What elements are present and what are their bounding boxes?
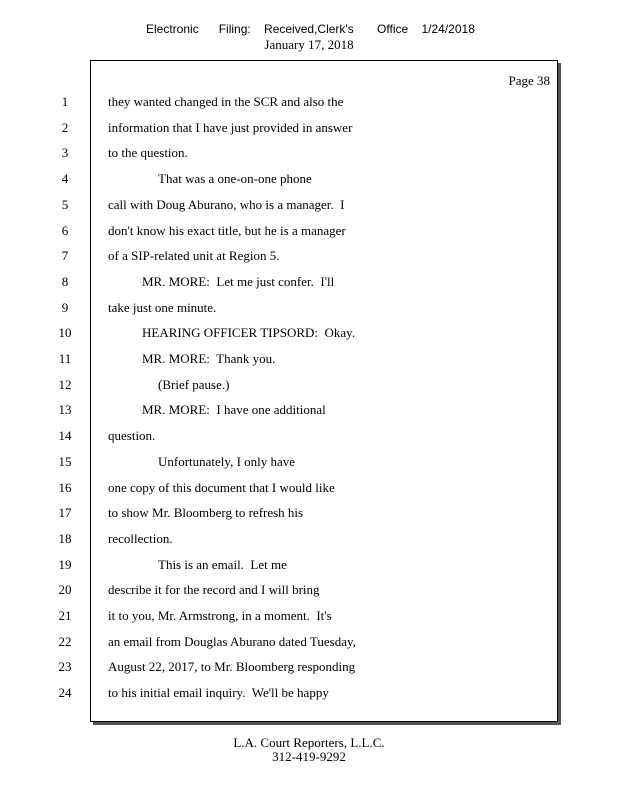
line-number: 16: [58, 479, 72, 495]
line-text: of a SIP-related unit at Region 5.: [108, 248, 280, 264]
transcript-line: [0, 582, 560, 602]
line-text: August 22, 2017, to Mr. Bloomberg responding: [108, 659, 356, 675]
reporter-phone: 312-419-9292: [272, 749, 346, 764]
line-number: 21: [58, 608, 72, 623]
line-text: call with Doug Aburano, who is a manager. I: [108, 196, 345, 212]
transcript-line: [0, 480, 560, 500]
line-text: MR. MORE: I have one additional: [142, 402, 326, 418]
line-text: question.: [108, 428, 156, 444]
transcript-line: [0, 402, 560, 422]
line-number: 10: [58, 325, 72, 341]
line-text: to the question.: [108, 145, 188, 161]
line-text: to show Mr. Bloomberg to refresh his: [108, 505, 304, 521]
line-number: 22: [58, 633, 72, 649]
transcript-line: [0, 300, 560, 320]
line-text: Unfortunately, I only have: [158, 453, 296, 469]
transcript-line: [0, 325, 560, 345]
transcript-line: [0, 223, 560, 243]
transcript-line: [0, 171, 560, 191]
transcript-line: [0, 145, 560, 165]
line-number: 12: [58, 376, 72, 392]
line-text: an email from Douglas Aburano dated Tuesday,: [108, 633, 356, 649]
transcript-line: [0, 377, 560, 397]
transcript-line: [0, 608, 560, 628]
line-number: 5: [61, 196, 69, 212]
line-number: 1: [61, 94, 69, 109]
transcript-line: [0, 685, 560, 705]
line-text: MR. MORE: Let me just confer. I'll: [142, 273, 335, 289]
transcript-line: [0, 505, 560, 525]
line-text: MR. MORE: Thank you.: [142, 351, 276, 366]
line-number: 11: [58, 351, 72, 366]
line-number: 14: [58, 428, 72, 444]
line-number: 17: [58, 505, 72, 521]
reporter-company: L.A. Court Reporters, L.L.C.: [233, 735, 385, 750]
line-number: 24: [58, 685, 72, 701]
line-number: 9: [61, 299, 69, 315]
line-text: describe it for the record and I will bring: [108, 582, 320, 598]
line-text: take just one minute.: [108, 299, 217, 315]
transcript-line: [0, 197, 560, 217]
line-number: 13: [58, 402, 72, 418]
line-text: recollection.: [108, 530, 173, 546]
line-text: information that I have just provided in answer: [108, 119, 353, 135]
transcript-line: [0, 351, 560, 371]
line-number: 4: [61, 171, 69, 187]
line-number: 19: [58, 556, 72, 572]
line-text: to his initial email inquiry. We'll be happy: [108, 685, 329, 701]
line-text: (Brief pause.): [158, 376, 230, 392]
line-text: one copy of this document that I would like: [108, 479, 335, 495]
transcript-line: [0, 659, 560, 679]
transcript-line: [0, 248, 560, 268]
line-text: they wanted changed in the SCR and also the: [108, 94, 344, 109]
line-number: 18: [58, 530, 72, 546]
filing-stamp: Electronic Filing: Received,Clerk's Office 1/24/2018: [146, 22, 475, 36]
transcript-line: [0, 274, 560, 294]
line-text: it to you, Mr. Armstrong, in a moment. It's: [108, 608, 332, 623]
line-text: HEARING OFFICER TIPSORD: Okay.: [142, 325, 356, 341]
line-number: 2: [61, 119, 69, 135]
line-number: 3: [61, 145, 69, 161]
line-number: 7: [61, 248, 69, 264]
transcript-line: [0, 428, 560, 448]
line-number: 8: [61, 273, 69, 289]
transcript-line: [0, 634, 560, 654]
line-number: 20: [58, 582, 72, 598]
line-text: That was a one-on-one phone: [158, 171, 312, 187]
line-text: don't know his exact title, but he is a manager: [108, 222, 346, 238]
line-text: This is an email. Let me: [158, 556, 287, 572]
transcript-line: [0, 531, 560, 551]
line-number: 23: [58, 659, 72, 675]
transcript-date: January 17, 2018: [264, 37, 354, 52]
transcript-line: [0, 557, 560, 577]
transcript-line: [0, 120, 560, 140]
line-number: 6: [61, 222, 69, 238]
transcript-line: [0, 454, 560, 474]
line-number: 15: [58, 453, 72, 469]
transcript-line: [0, 94, 560, 114]
page-number: Page 38: [508, 73, 550, 88]
